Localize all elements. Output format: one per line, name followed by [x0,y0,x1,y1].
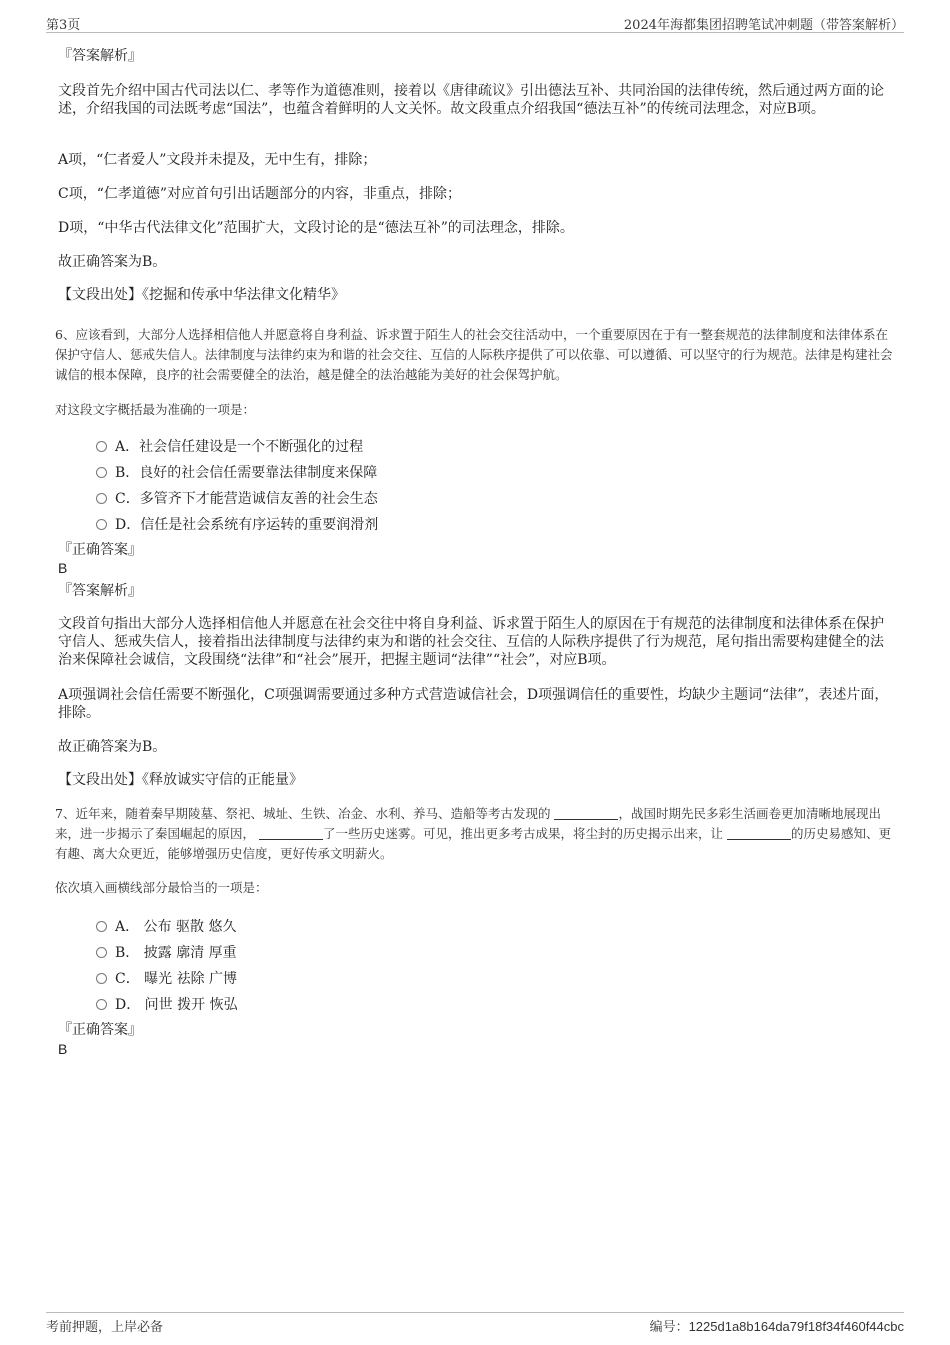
radio-icon[interactable] [96,519,107,530]
option-text: B． 披露 廓清 厚重 [115,945,237,961]
q5-source: 【文段出处】《挖掘和传承中华法律文化精华》 [58,287,345,303]
q6-source: 【文段出处】《释放诚实守信的正能量》 [58,772,303,788]
fill-blank-1[interactable] [554,807,618,820]
q6-prompt: 对这段文字概括最为准确的一项是： [55,402,256,417]
q7-stem-part-4: 的历史易感知、更有趣、离大众更近，能够增强历史信度，更好传承文明薪火。 [55,826,892,861]
q7-stem [55,804,895,864]
radio-icon[interactable] [96,441,107,452]
q6-analysis-label: 『答案解析』 [58,583,142,599]
q6-option-c[interactable] [96,488,378,508]
option-text: C． 曝光 祛除 广博 [115,971,238,987]
fill-blank-3[interactable] [727,827,791,840]
radio-icon[interactable] [96,947,107,958]
radio-icon[interactable] [96,921,107,932]
q6-option-a[interactable] [96,436,363,456]
q6-other-options: A项强调社会信任需要不断强化，C项强调需要通过多种方式营造诚信社会，D项强调信任的重要性，均缺少主题词“法律”，表述片面，排除。 [58,687,889,721]
page-footer [46,1312,904,1337]
q5-analysis: 文段首先介绍中国古代司法以仁、孝等作为道德准则，接着以《唐律疏议》引出德法互补、共同治国的法律传统，然后通过两方面的论述，介绍我国的司法既考虑“国法”，也蕴含着鲜明的人文关怀。故文段重点介绍我国“德法互补”的传统司法理念，对应B项。 [58,83,884,117]
q7-stem-part-3: 了一些历史迷雾。可见，推出更多考古成果，将尘封的历史揭示出来，让 [323,826,724,841]
q6-conclusion: 故正确答案为B。 [58,739,167,755]
q6-option-b[interactable] [96,462,377,482]
q5-c-note: C项，“仁孝道德”对应首句引出话题部分的内容，非重点，排除； [58,186,462,202]
q7-correct-label: 『正确答案』 [58,1022,142,1038]
option-text: A．社会信任建设是一个不断强化的过程 [115,439,364,455]
q7-option-c[interactable] [96,968,237,988]
q6-option-d[interactable] [96,514,378,534]
q7-option-b[interactable] [96,942,237,962]
option-text: C．多管齐下才能营造诚信友善的社会生态 [115,491,378,507]
q7-prompt: 依次填入画横线部分最恰当的一项是： [55,880,268,895]
radio-icon[interactable] [96,999,107,1010]
q5-analysis-label: 『答案解析』 [58,48,142,64]
q7-option-d[interactable] [96,994,238,1014]
page-header [46,12,904,33]
footer-slogan: 考前押题，上岸必备 [46,1320,164,1335]
document-title: 2024年海都集团招聘笔试冲刺题（带答案解析） [623,18,904,33]
q5-conclusion: 故正确答案为B。 [58,254,167,270]
q6-analysis: 文段首句指出大部分人选择相信他人并愿意在社会交往中将自身利益、诉求置于陌生人的原因在于有规范的法律制度和法律体系在保护守信人、惩戒失信人，接着指出法律制度与法律约束为和谐的社会交往、互信的人际秩序提供了行为规范，尾句指出需要构建健全的法治来保障社会诚信，文段围绕“法律”和“社会”展开，把握主题词“法律”“社会”，对应B项。 [58,616,884,668]
q5-d-note: D项，“中华古代法律文化”范围扩大，文段讨论的是“德法互补”的司法理念，排除。 [58,220,574,236]
option-text: D．信任是社会系统有序运转的重要润滑剂 [115,517,379,533]
page-number: 第3页 [46,18,81,33]
q5-a-note: A项，“仁者爱人”文段并未提及，无中生有，排除； [58,152,377,168]
q6-answer: B [58,560,68,576]
q6-correct-label: 『正确答案』 [58,542,142,558]
radio-icon[interactable] [96,493,107,504]
q7-option-a[interactable] [96,916,236,936]
fill-blank-2[interactable] [259,827,323,840]
q7-stem-part-2: ，战国时期先民多彩生活画卷更加清晰地展现出来，进一步揭示了秦国崛起的原因， [55,806,881,841]
radio-icon[interactable] [96,467,107,478]
option-text: B．良好的社会信任需要靠法律制度来保障 [115,465,378,481]
document-id: 编号：1225d1a8b164da79f18f34f460f44cbc [649,1319,904,1334]
option-text: D． 问世 拨开 恢弘 [115,997,238,1013]
q7-answer: B [58,1041,68,1057]
radio-icon[interactable] [96,973,107,984]
q6-stem: 6、应该看到，大部分人选择相信他人并愿意将自身利益、诉求置于陌生人的社会交往活动中，一个重要原因在于有一整套规范的法律制度和法律体系在保护守信人、惩戒失信人。法律制度与法律约束为和谐的社会交往、互信的人际秩序提供了可以依靠、可以遵循、可以坚守的行为规范。法律是构建社会诚信的根本保障，良序的社会需要健全的法治，越是健全的法治越能为美好的社会保驾护航。 [55,327,893,382]
option-text: A． 公布 驱散 悠久 [115,919,237,935]
q7-stem-part-1: 7、近年来，随着秦早期陵墓、祭祀、城址、生铁、冶金、水利、养马、造船等考古发现的 [55,806,551,821]
